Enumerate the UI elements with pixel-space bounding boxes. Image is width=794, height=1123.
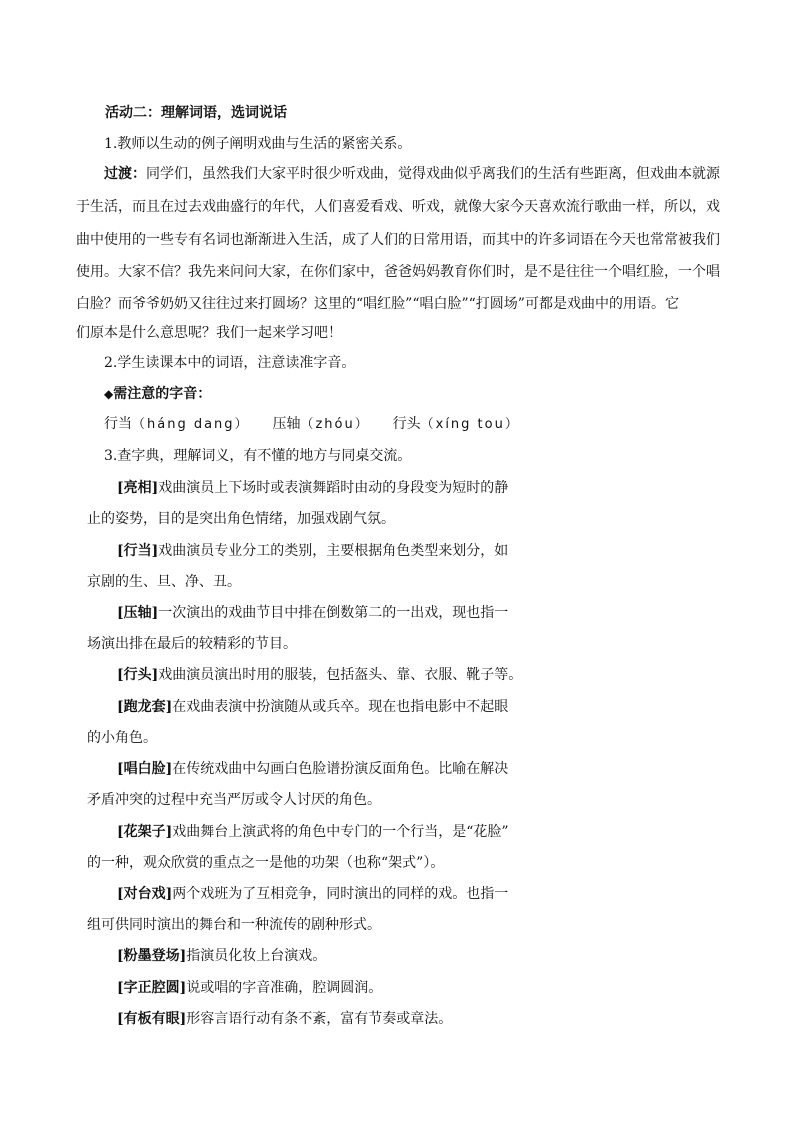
glossary-entry-5-line-2: 的小角色。 (87, 730, 157, 746)
transition-line-6: 们原本是什么意思呢？我们一起来学习吧！ (76, 325, 342, 341)
diamond-bullet-icon: ◆ (104, 387, 114, 401)
step-1: 1.教师以生动的例子阐明戏曲与生活的紧密关系。 (104, 136, 412, 152)
transition-line-5: 白脸？而爷爷奶奶又往往过来打圆场？这里的“唱红脸”“唱白脸”“打圆场”可都是戏曲中的用语。它 (76, 296, 679, 312)
glossary-entry-6-line-1: [唱白脸]在传统戏曲中勾画白色脸谱扮演反面角色。比喻在解决 (117, 761, 509, 777)
pron-word-1: 行当 (104, 416, 132, 432)
glossary-entry-4-line-1: [行头]戏曲演员演出时用的服装，包括盔头、靠、衣服、靴子等。 (117, 667, 523, 683)
glossary-term: [有板有眼] (117, 1011, 187, 1027)
glossary-entry-7-line-1: [花架子]戏曲舞台上演武将的角色中专门的一个行当，是“花脸” (117, 824, 509, 840)
pron-word-3: 行头 (392, 416, 421, 432)
glossary-entry-1-line-1: [亮相]戏曲演员上下场时或表演舞蹈时由动的身段变为短时的静 (117, 480, 509, 496)
glossary-term: [粉墨登场] (117, 948, 187, 964)
step-2: 2.学生读课本中的词语，注意读准字音。 (104, 355, 356, 371)
glossary-term: [行头] (117, 667, 159, 683)
glossary-entry-10-line-1: [字正腔圆]说或唱的字音准确，腔调圆润。 (117, 980, 383, 996)
step-3: 3.查字典，理解词义，有不懂的地方与同桌交流。 (104, 448, 412, 464)
pron-pinyin-3: （xíng tou） (420, 417, 520, 432)
glossary-entry-3-line-2: 场演出排在最后的较精彩的节目。 (87, 636, 297, 652)
transition-text-1: 同学们，虽然我们大家平时很少听戏曲，觉得戏曲似乎离我们的生活有些距离，但戏曲本就源 (146, 166, 720, 182)
glossary-entry-9-line-1: [粉墨登场]指演员化妆上台演戏。 (117, 948, 327, 964)
pron-word-2: 压轴 (272, 416, 301, 432)
pron-pinyin-1: （háng dang） (132, 417, 250, 432)
glossary-term: [压轴] (117, 605, 159, 621)
pronunciation-heading: ◆需注意的字音： (104, 386, 212, 402)
glossary-term: [字正腔圆] (117, 980, 187, 996)
transition-label: 过渡： (104, 166, 146, 182)
pronunciation-list (104, 414, 520, 435)
glossary-term: [唱白脸] (117, 761, 173, 777)
glossary-entry-8-line-1: [对台戏]两个戏班为了互相竞争，同时演出的同样的戏。也指一 (117, 886, 509, 902)
glossary-term: [花架子] (117, 824, 173, 840)
glossary-entry-2-line-2: 京剧的生、旦、净、丑。 (87, 574, 241, 590)
glossary-entry-7-line-2: 的一种，观众欣赏的重点之一是他的功架（也称“架式”）。 (87, 855, 445, 871)
glossary-term: [对台戏] (117, 886, 173, 902)
glossary-entry-5-line-1: [跑龙套]在戏曲表演中扮演随从或兵卒。现在也指电影中不起眼 (117, 699, 509, 715)
pron-pinyin-2: （zhóu） (300, 417, 370, 432)
glossary-entry-1-line-2: 止的姿势，目的是突出角色情绪，加强戏剧气氛。 (87, 511, 395, 527)
transition-line-2: 于生活，而且在过去戏曲盛行的年代，人们喜爱看戏、听戏，就像大家今天喜欢流行歌曲一样，所以，戏 (76, 199, 720, 215)
transition-line-1 (104, 164, 720, 184)
glossary-entry-8-line-2: 组可供同时演出的舞台和一种流传的剧种形式。 (87, 917, 381, 933)
glossary-term: [行当] (117, 543, 159, 559)
glossary-term: [跑龙套] (117, 699, 173, 715)
glossary-term: [亮相] (117, 480, 159, 496)
glossary-entry-11-line-1: [有板有眼]形容言语行动有条不紊，富有节奏或章法。 (117, 1011, 453, 1027)
glossary-entry-6-line-2: 矛盾冲突的过程中充当严厉或令人讨厌的角色。 (87, 792, 381, 808)
transition-line-4: 使用。大家不信？我先来问问大家，在你们家中，爸爸妈妈教育你们时，是不是往往一个唱红脸，一个唱 (76, 264, 720, 280)
section-heading: 活动二：理解词语，选词说话 (105, 105, 287, 121)
glossary-entry-3-line-1: [压轴]一次演出的戏曲节目中排在倒数第二的一出戏，现也指一 (117, 605, 509, 621)
transition-line-3: 曲中使用的一些专有名词也渐渐进入生活，成了人们的日常用语，而其中的许多词语在今天也常常被我们 (76, 232, 720, 248)
glossary-entry-2-line-1: [行当]戏曲演员专业分工的类别，主要根据角色类型来划分，如 (117, 543, 509, 559)
